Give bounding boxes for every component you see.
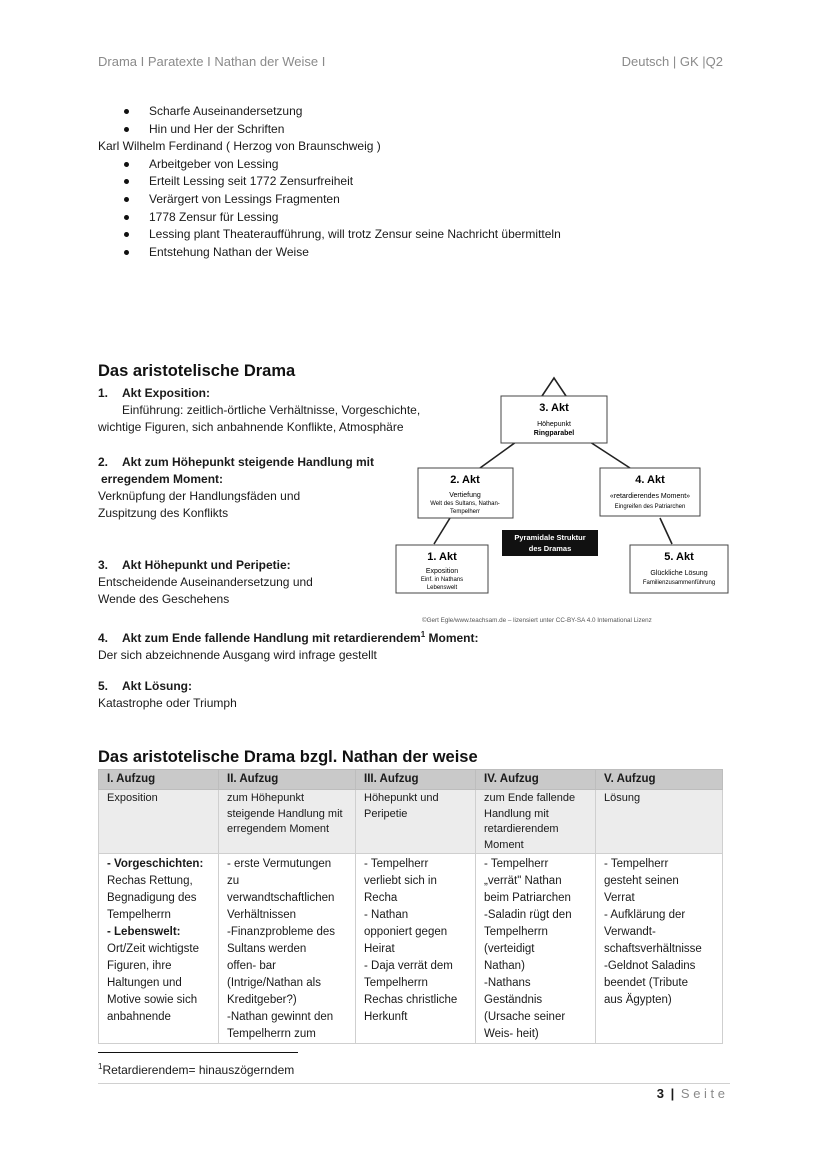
svg-text:Exposition: Exposition <box>425 568 459 575</box>
column-header: II. Aufzug <box>219 770 356 790</box>
bullet-icon <box>124 109 129 114</box>
column-header: I. Aufzug <box>99 770 219 790</box>
svg-text:des Dramas: des Dramas <box>528 544 572 553</box>
list-item: Karl Wilhelm Ferdinand ( Herzog von Braunschweig ) <box>98 139 381 154</box>
act-1: 1. Akt Exposition: Einführung: zeitlich-örtliche Verhältnisse, Vorgeschichte, wichtige Figuren, sich anbahnende Konflikte, Atmosphäre <box>98 386 421 434</box>
bullet-icon <box>124 179 129 184</box>
svg-text:Vertiefung: Vertiefung <box>449 492 481 499</box>
box-akt-1 <box>396 545 488 593</box>
footer-rule <box>98 1083 730 1084</box>
bullet-icon <box>124 127 129 132</box>
list-item: Scharfe Auseinandersetzung <box>122 103 561 121</box>
bullet-icon <box>124 232 129 237</box>
svg-text:Lebenswelt: Lebenswelt <box>426 585 458 591</box>
drama-table <box>98 769 723 1044</box>
table-row <box>99 854 723 1044</box>
list-item: Lessing plant Theateraufführung, will trotz Zensur seine Nachricht übermitteln <box>122 226 561 244</box>
table-cell: - erste Vermutungen zu verwandtschaftlichen Verhältnissen -Finanzprobleme des Sultans werden offen- bar (Intrige/Nathan als Kreditgeber?) -Nathan gewinnt den Tempelherrn zum <box>219 854 356 1044</box>
page-label: S e i t e <box>680 1086 725 1101</box>
box-akt-5 <box>630 545 728 593</box>
table-cell: - Vorgeschichten: Rechas Rettung, Begnadigung des Tempelherrn - Lebenswelt: Ort/Zeit wichtigste Figuren, ihre Haltungen und Motive sowie sich anbahnende <box>99 854 219 1044</box>
table-cell: zum Höhepunkt steigende Handlung mit erregendem Moment <box>219 790 356 854</box>
header-right: Deutsch | GK |Q2 <box>621 54 723 69</box>
list-item: Verärgert von Lessings Fragmenten <box>122 191 561 209</box>
list-item: Erteilt Lessing seit 1772 Zensurfreiheit <box>122 173 561 191</box>
svg-text:2. Akt: 2. Akt <box>450 474 480 486</box>
column-header: IV. Aufzug <box>476 770 596 790</box>
svg-text:Eingreifen des Patriarchen: Eingreifen des Patriarchen <box>614 504 686 510</box>
svg-text:1. Akt: 1. Akt <box>427 551 457 563</box>
column-header: V. Aufzug <box>596 770 723 790</box>
svg-text:Einf. in Nathans: Einf. in Nathans <box>420 577 464 583</box>
center-label <box>502 530 598 556</box>
table-cell: - Tempelherr „verrät" Nathan beim Patriarchen -Saladin rügt den Tempelherrn (verteidigt Nathan) -Nathans Geständnis (Ursache seiner Weis- heit) <box>476 854 596 1044</box>
footnote-rule <box>98 1052 298 1053</box>
box-akt-4 <box>600 468 700 516</box>
svg-text:Tempelherr: Tempelherr <box>449 509 481 515</box>
box-title: 3. Akt <box>539 402 569 414</box>
table-header-row <box>99 770 723 790</box>
box-sub: Höhepunkt <box>537 421 571 428</box>
section-heading: Das aristotelische Drama <box>98 362 296 380</box>
bullet-icon <box>124 162 129 167</box>
pyramid-diagram <box>390 372 735 624</box>
table-cell: Exposition <box>99 790 219 854</box>
diagram-credit: ©Gert Egle/www.teachsam.de – lizensiert unter CC-BY-SA 4.0 International Lizenz <box>422 617 652 624</box>
header-left: Drama I Paratexte I Nathan der Weise I <box>98 54 326 69</box>
svg-text:«retardierendes Moment»: «retardierendes Moment» <box>609 493 691 500</box>
box-akt-3 <box>501 396 607 443</box>
list-item: Entstehung Nathan der Weise <box>122 244 561 262</box>
box-akt-2 <box>418 468 513 518</box>
table-cell: Höhepunkt und Peripetie <box>356 790 476 854</box>
svg-text:Glückliche Lösung: Glückliche Lösung <box>650 570 708 577</box>
act-2: 2. Akt zum Höhepunkt steigende Handlung mit erregendem Moment: Verknüpfung der Handlungsfäden und Zuspitzung des Konflikts <box>98 455 375 520</box>
list-item: 1778 Zensur für Lessing <box>122 209 561 227</box>
svg-text:Welt des Sultans, Nathan-: Welt des Sultans, Nathan- <box>430 501 500 507</box>
section2-heading: Das aristotelische Drama bzgl. Nathan der weise <box>98 748 478 766</box>
svg-text:4. Akt: 4. Akt <box>635 474 665 486</box>
table-cell: Lösung <box>596 790 723 854</box>
svg-text:Familienzusammenführung: Familienzusammenführung <box>642 580 716 586</box>
bullet-icon <box>124 215 129 220</box>
svg-text:Pyramidale Struktur: Pyramidale Struktur <box>514 533 586 542</box>
bullet-icon <box>124 197 129 202</box>
act-4: 4. Akt zum Ende fallende Handlung mit retardierendem$^1$ Moment: Der sich abzeichnende Ausgang wird infrage gestellt <box>98 630 479 662</box>
list-item: Arbeitgeber von Lessing <box>122 156 561 174</box>
footnote: $^1$Retardierendem= hinauszögerndem <box>98 1062 295 1077</box>
table-row <box>99 790 723 854</box>
list-item: Hin und Her der Schriften <box>122 121 561 139</box>
table-cell: - Tempelherr verliebt sich in Recha - Nathan opponiert gegen Heirat - Daja verrät dem Tempelherrn Rechas christliche Herkunft <box>356 854 476 1044</box>
svg-text:5. Akt: 5. Akt <box>664 551 694 563</box>
page-footer: 3 | S e i t e <box>656 1086 725 1101</box>
act-5: 5. Akt Lösung: Katastrophe oder Triumph <box>98 679 237 710</box>
table-cell: zum Ende fallende Handlung mit retardierendem Moment <box>476 790 596 854</box>
act-3: 3. Akt Höhepunkt und Peripetie: Entscheidende Auseinandersetzung und Wende des Geschehens <box>98 558 313 606</box>
box-sub2: Ringparabel <box>533 430 575 437</box>
page-number: 3 <box>656 1086 665 1101</box>
bullet-icon <box>124 250 129 255</box>
table-cell: - Tempelherr gesteht seinen Verrat - Aufklärung der Verwandt- schaftsverhältnisse -Geldnot Saladins beendet (Tribute aus Ägypten) <box>596 854 723 1044</box>
intro-list <box>98 103 561 261</box>
column-header: III. Aufzug <box>356 770 476 790</box>
